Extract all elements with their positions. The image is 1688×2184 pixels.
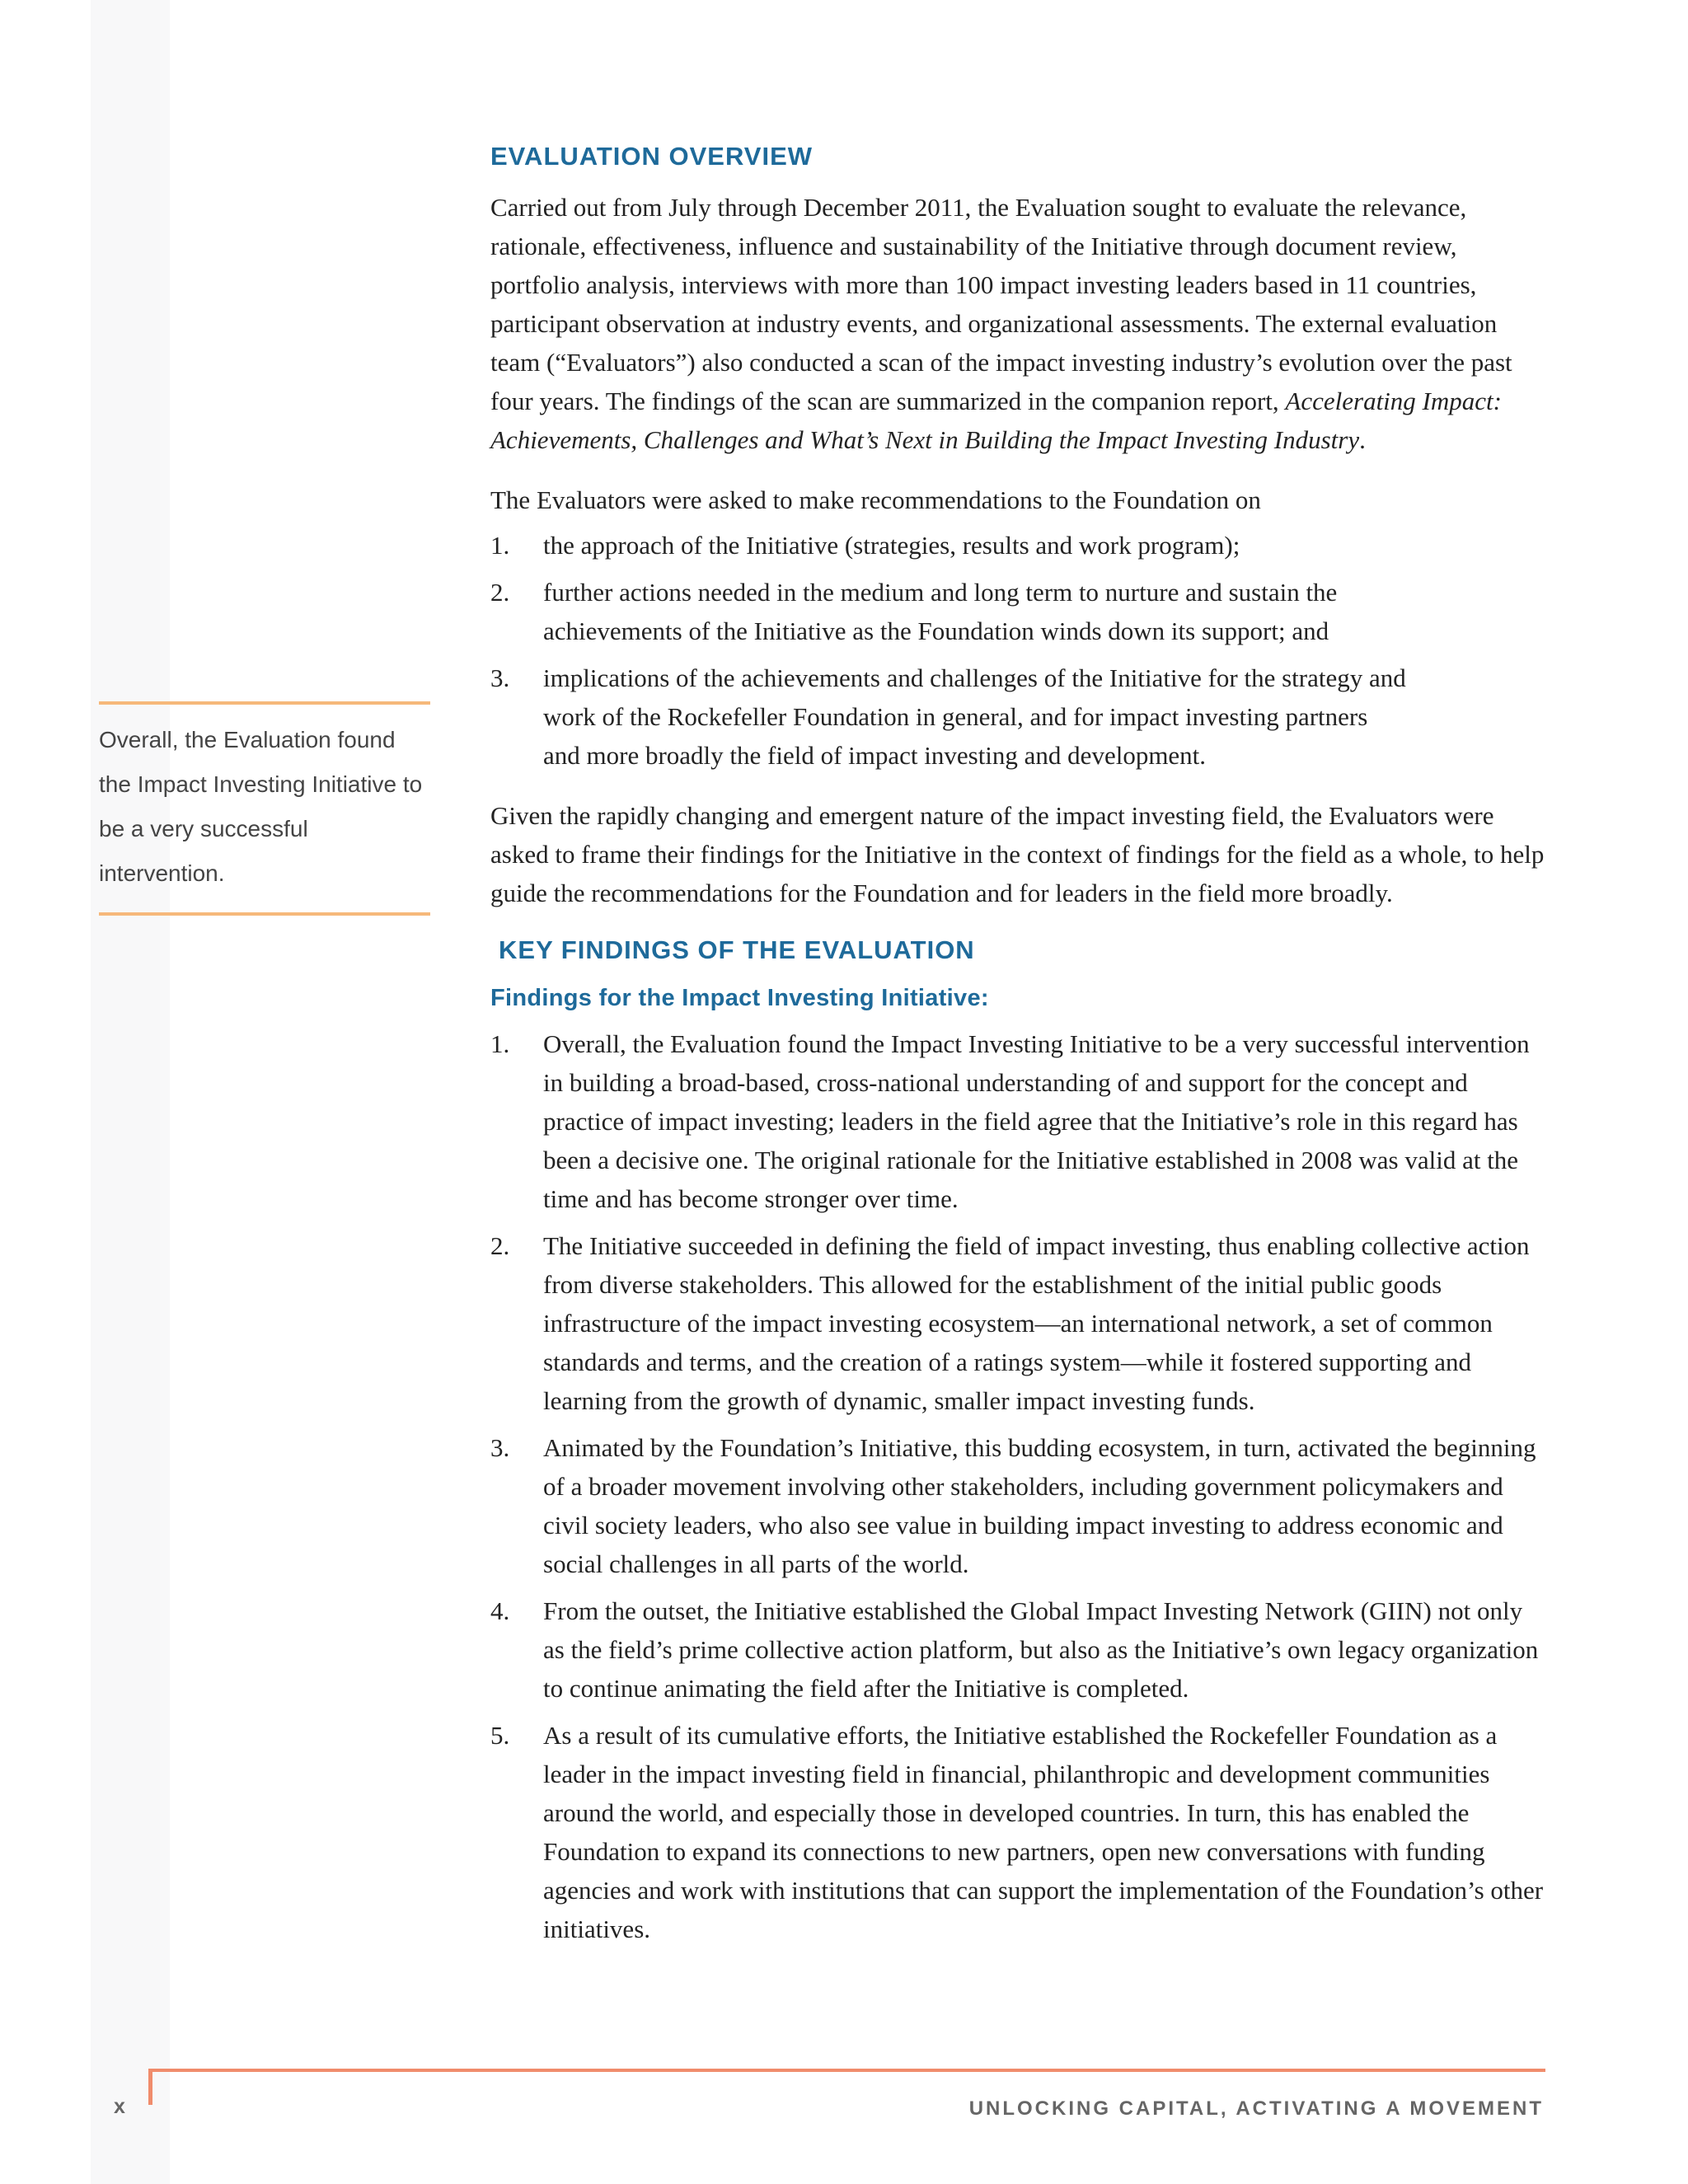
list-item — [490, 1591, 1545, 1708]
list-item-text: From the outset, the Initiative established the Global Impact Investing Network (GIIN) not only as the field’s prime collective action platform, but also as the Initiative’s own legacy organization to continue animating the field after the Initiative is completed. — [543, 1596, 1539, 1703]
overview-paragraph-1 — [490, 188, 1545, 459]
overview-paragraph-3: Given the rapidly changing and emergent nature of the impact investing field, the Evaluators were asked to frame their findings for the Initiative in the context of findings for the field as a whole, to help guide the recommendations for the Foundation and for leaders in the field more broadly. — [490, 801, 1545, 907]
page-number: x — [114, 2095, 127, 2118]
footer-rule-tick — [148, 2069, 152, 2105]
list-item-text: As a result of its cumulative efforts, the Initiative established the Rockefeller Foundation as a leader in the impact investing field in financial, philanthropic and development communities around the world, and especially those in developed countries. In turn, this has enabled the Foundation to expand its connections to new partners, open new conversations with funding agencies and work with institutions that can support the implementation of the Foundation’s other initiatives. — [543, 1721, 1544, 1943]
list-item — [490, 526, 1545, 565]
list-item-number: 4. — [490, 1596, 510, 1625]
section-heading-findings: KEY FINDINGS OF THE EVALUATION — [499, 935, 975, 964]
list-item-number: 5. — [490, 1721, 510, 1750]
list-item-number: 1. — [490, 1029, 510, 1058]
list-item — [490, 573, 1545, 650]
main-column — [490, 140, 1545, 1970]
section-heading-overview: EVALUATION OVERVIEW — [490, 142, 814, 171]
list-item — [490, 1716, 1545, 1948]
list-item-text: the approach of the Initiative (strategies, results and work program); — [543, 531, 1240, 560]
list-item-number: 2. — [490, 578, 510, 607]
list-item — [490, 658, 1545, 775]
list-item-text: Animated by the Foundation’s Initiative, this budding ecosystem, in turn, activated the beginning of a broader movement involving other stakeholders, including government policymakers and civil society leaders, who also see value in building impact investing to address economic and social challenges in all parts of the world. — [543, 1433, 1536, 1578]
footer-rule — [148, 2069, 1545, 2072]
list-item-text: The Initiative succeeded in defining the field of impact investing, thus enabling collective action from diverse stakeholders. This allowed for the establishment of the initial public goods infrastructure of the impact investing ecosystem—an international network, a set of common standards and terms, and the creation of a ratings system—while it fostered supporting and learning from the growth of dynamic, smaller impact investing funds. — [543, 1231, 1530, 1415]
recommendation-list — [490, 526, 1545, 775]
list-item-number: 3. — [490, 663, 510, 692]
overview-paragraph-1-end: . — [1359, 425, 1366, 454]
findings-list — [490, 1024, 1545, 1948]
list-item-text: Overall, the Evaluation found the Impact Investing Initiative to be a very successful intervention in building a broad-based, cross-national understanding of and support for the concept and practice of impact investing; leaders in the field agree that the Initiative’s role in this regard has been a decisive one. The original rationale for the Initiative established in 2008 was valid at the time and has become stronger over time. — [543, 1029, 1530, 1213]
list-item — [490, 1024, 1545, 1218]
list-item-text: further actions needed in the medium and long term to nurture and sustain the achievements of the Initiative as the Foundation winds down its support; and — [543, 578, 1338, 645]
pull-quote — [99, 701, 430, 916]
companion-report-title: Accelerating Impact: Achievements, Challenges and What’s Next in Building the Impact Investing Industry — [490, 387, 1502, 454]
margin-shade — [91, 0, 170, 2184]
list-item-number: 2. — [490, 1231, 510, 1260]
running-footer-title: UNLOCKING CAPITAL, ACTIVATING A MOVEMENT — [968, 2097, 1544, 2120]
list-item-text: implications of the achievements and challenges of the Initiative for the strategy and work of the Rockefeller Foundation in general, and for impact investing partners and more broadly the field of impact investing and development. — [543, 663, 1406, 770]
list-item-number: 1. — [490, 531, 510, 560]
list-item — [490, 1428, 1545, 1583]
pull-quote-text: Overall, the Evaluation found the Impact Investing Initiative to be a very successful intervention. — [99, 727, 423, 886]
overview-paragraph-1-text: Carried out from July through December 2011, the Evaluation sought to evaluate the relevance, rationale, effectiveness, influence and sustainability of the Initiative through document review, portfolio analysis, interviews with more than 100 impact investing leaders based in 11 countries, participant observation at industry events, and organizational assessments. The external evaluation team (“Evaluators”) also conducted a scan of the impact investing industry’s evolution over the past four years. The findings of the scan are summarized in the companion report, — [490, 193, 1512, 415]
list-item — [490, 1226, 1545, 1420]
list-item-number: 3. — [490, 1433, 510, 1462]
findings-subheading: Findings for the Impact Investing Initiative: — [490, 985, 989, 1011]
overview-paragraph-2: The Evaluators were asked to make recommendations to the Foundation on — [490, 485, 1261, 514]
